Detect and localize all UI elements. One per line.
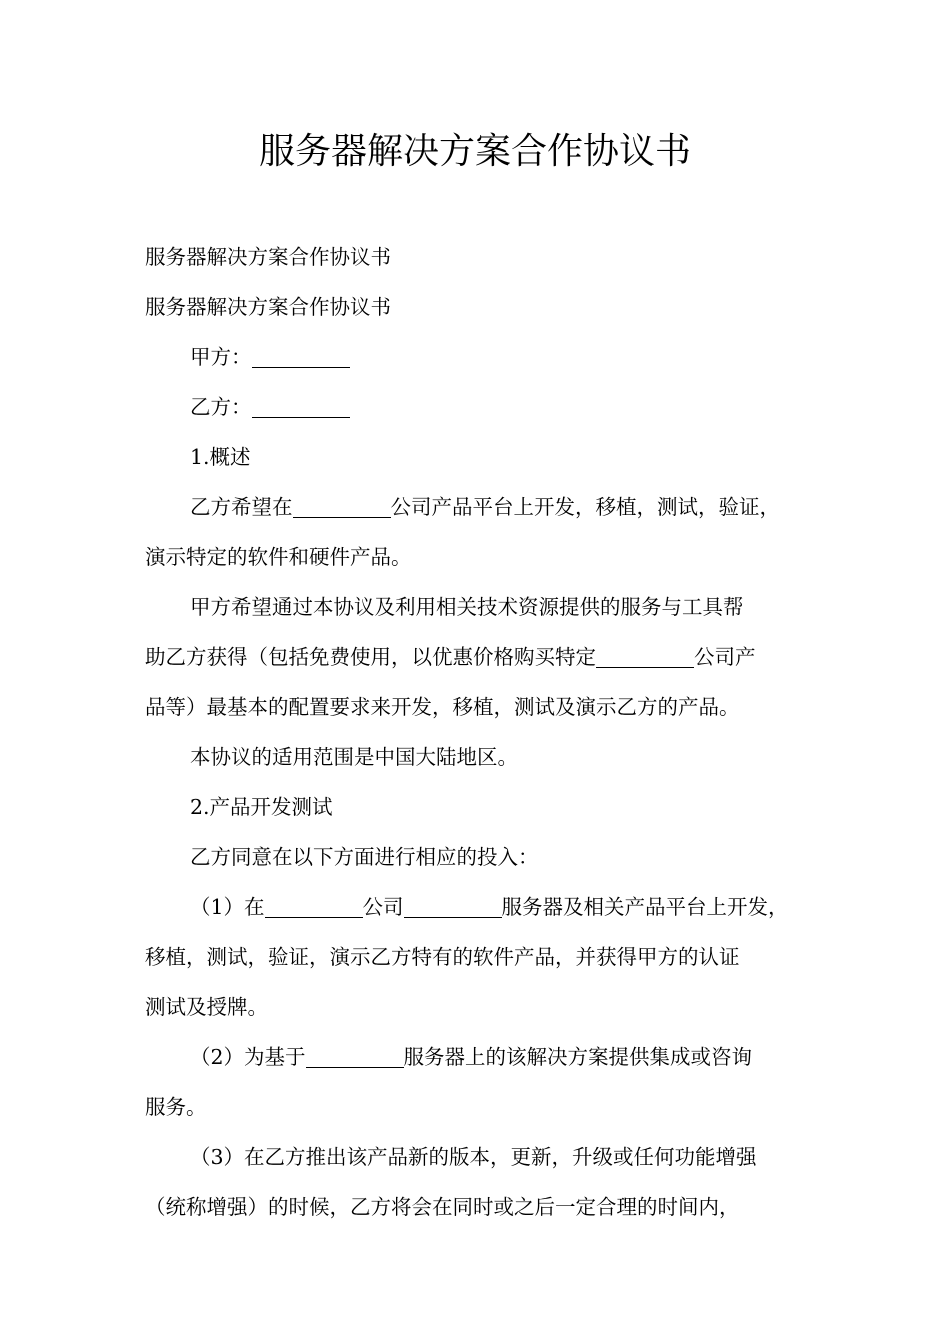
paragraph-line: 甲方希望通过本协议及利用相关技术资源提供的服务与工具帮 (190, 595, 744, 619)
blank-field (306, 1045, 404, 1068)
party-a-label: 甲方： (190, 345, 252, 369)
list-item-line: （3）在乙方推出该产品新的版本，更新，升级或任何功能增强 (190, 1145, 757, 1169)
paragraph-line (145, 482, 827, 532)
blank-field (252, 345, 350, 368)
list-item-line: （统称增强）的时候，乙方将会在同时或之后一定合理的时间内， (145, 1195, 740, 1219)
text-span: （1）在 (190, 895, 265, 919)
paragraph-line: 本协议的适用范围是中国大陆地区。 (190, 745, 518, 769)
list-item-line: 测试及授牌。 (145, 995, 268, 1019)
blank-field (404, 895, 502, 918)
text-span: 服务器上的该解决方案提供集成或咨询 (403, 1045, 753, 1069)
text-span: 公司产品平台上开发，移植，测试，验证， (390, 495, 780, 519)
blank-field (293, 495, 391, 518)
document-title: 服务器解决方案合作协议书 (258, 131, 691, 172)
document-body (145, 232, 827, 1232)
list-item-line (145, 882, 827, 932)
text-span: 乙方希望在 (190, 495, 293, 519)
subtitle-line: 服务器解决方案合作协议书 (145, 295, 391, 319)
paragraph-line (145, 632, 827, 682)
subtitle-line: 服务器解决方案合作协议书 (145, 245, 391, 269)
blank-field (265, 895, 363, 918)
text-span: 公司 (362, 895, 404, 919)
blank-field (252, 395, 350, 418)
list-item-line (145, 1032, 827, 1082)
list-item-line: 服务。 (145, 1095, 207, 1119)
text-span: 助乙方获得（包括免费使用，以优惠价格购买特定 (145, 645, 596, 669)
section-heading: 1.概述 (190, 445, 251, 469)
blank-field (596, 645, 694, 668)
party-b-label: 乙方： (190, 395, 252, 419)
party-b-line (145, 382, 827, 432)
paragraph-line: 演示特定的软件和硬件产品。 (145, 545, 412, 569)
paragraph-line: 品等）最基本的配置要求来开发，移植，测试及演示乙方的产品。 (145, 695, 740, 719)
paragraph-line: 乙方同意在以下方面进行相应的投入： (190, 845, 539, 869)
section-heading: 2.产品开发测试 (190, 795, 333, 819)
list-item-line: 移植，测试，验证，演示乙方特有的软件产品，并获得甲方的认证 (145, 945, 740, 969)
text-span: 服务器及相关产品平台上开发， (501, 895, 789, 919)
party-a-line (145, 332, 827, 382)
text-span: （2）为基于 (190, 1045, 306, 1069)
text-span: 公司产 (694, 645, 756, 669)
